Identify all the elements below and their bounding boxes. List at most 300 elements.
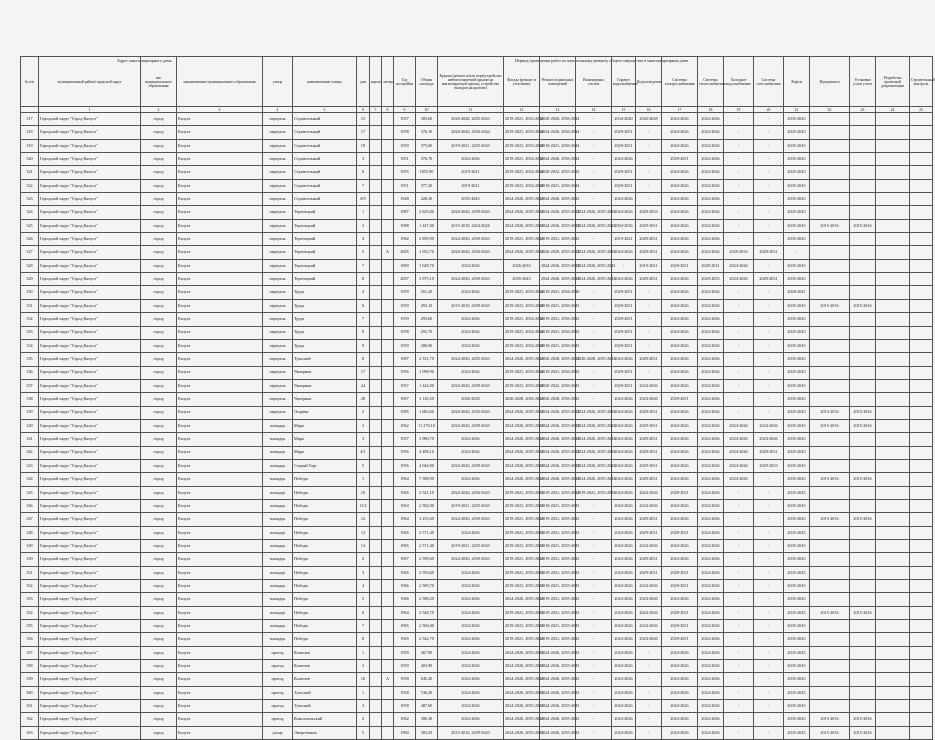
table-cell	[876, 233, 910, 246]
table-cell: 2024-2026	[698, 139, 724, 152]
table-cell: Калуга	[177, 126, 263, 139]
table-cell: 2035-2043	[784, 273, 810, 286]
table-cell: Калуга	[177, 299, 263, 312]
table-row	[21, 486, 933, 499]
table-cell	[370, 633, 382, 646]
table-cell: 2024-2026	[698, 233, 724, 246]
table-cell: 2 571,40	[416, 526, 438, 539]
table-cell: 4 496,10	[416, 446, 438, 459]
table-cell: переулок	[263, 246, 293, 259]
table-cell: 2024-2026	[698, 566, 724, 579]
table-cell: -	[636, 686, 662, 699]
table-cell: 2024-2026	[698, 393, 724, 406]
table-cell: 467,90	[416, 646, 438, 659]
table-cell	[910, 219, 933, 232]
table-cell	[810, 113, 850, 126]
table-cell: 2029-2031	[612, 326, 636, 339]
table-cell: -	[636, 166, 662, 179]
table-cell: -	[576, 179, 612, 192]
column-number: 25	[910, 107, 933, 113]
table-cell: -	[754, 166, 784, 179]
table-cell: 2024-2026	[612, 553, 636, 566]
table-cell	[850, 486, 876, 499]
table-cell: 2024-2026	[438, 339, 504, 352]
table-cell: 2019-2021, 2035-2043	[438, 540, 504, 553]
table-cell	[910, 259, 933, 272]
table-cell: 2024-2026, 2036-2044	[540, 126, 576, 139]
table-cell	[876, 513, 910, 526]
table-cell: 2029-2031	[636, 513, 662, 526]
table-cell: 2035-2043	[784, 726, 810, 739]
table-cell	[382, 459, 394, 472]
table-cell: -	[576, 540, 612, 553]
column-header: Лифты	[784, 57, 810, 107]
table-cell: 2035-2043	[784, 526, 810, 539]
table-cell: 2035-2043	[784, 313, 810, 326]
table-cell: Калуга	[177, 459, 263, 472]
column-number: 12	[504, 107, 540, 113]
table-cell	[382, 473, 394, 486]
table-cell	[876, 606, 910, 619]
table-cell: Городской округ "Город Калуга"	[39, 660, 141, 673]
table-cell: 2015-2018, 2024-2026	[438, 219, 504, 232]
table-cell: 2015-2016	[850, 419, 876, 432]
table-cell: 1985	[394, 406, 416, 419]
table-cell: 2024-2026, 2035-2043	[438, 353, 504, 366]
table-cell: город	[141, 540, 177, 553]
table-cell: -	[576, 233, 612, 246]
table-cell: -	[754, 153, 784, 166]
table-cell: -	[576, 633, 612, 646]
table-cell	[910, 206, 933, 219]
table-cell: 376,10	[416, 126, 438, 139]
table-cell: 2024-2026	[754, 419, 784, 432]
table-cell: переулок	[263, 339, 293, 352]
table-cell: 2024-2026	[612, 486, 636, 499]
table-cell: 2035-2043	[784, 673, 810, 686]
table-cell: 362	[21, 713, 39, 726]
table-cell: -	[754, 259, 784, 272]
table-cell: 319	[21, 139, 39, 152]
table-cell: Городской округ "Город Калуга"	[39, 513, 141, 526]
table-cell: -	[754, 219, 784, 232]
table-cell: 293,70	[416, 326, 438, 339]
table-cell	[910, 459, 933, 472]
table-cell	[850, 526, 876, 539]
table-cell	[370, 113, 382, 126]
table-cell	[382, 580, 394, 593]
table-cell: 376,70	[416, 153, 438, 166]
table-cell: -	[576, 153, 612, 166]
table-cell: Победы	[293, 593, 357, 606]
table-cell: площадь	[263, 526, 293, 539]
table-cell: 2024-2026	[438, 673, 504, 686]
table-cell: 2019-2021, 2034-2040	[504, 166, 540, 179]
table-cell: 2024-2026, 2035-2043	[540, 700, 576, 713]
table-cell: Городской округ "Город Калуга"	[39, 459, 141, 472]
table-cell	[370, 646, 382, 659]
table-cell: -	[636, 193, 662, 206]
table-cell: переулок	[263, 219, 293, 232]
table-cell	[382, 193, 394, 206]
table-cell	[850, 499, 876, 512]
table-cell	[370, 660, 382, 673]
table-row	[21, 473, 933, 486]
table-cell: 341	[21, 433, 39, 446]
table-cell: -	[724, 660, 754, 673]
table-cell: 2029-2031	[612, 366, 636, 379]
table-cell: -	[724, 166, 754, 179]
table-cell: 2	[357, 406, 370, 419]
table-cell: -	[754, 126, 784, 139]
table-cell: 4/1	[357, 446, 370, 459]
table-cell: 2024-2026	[662, 446, 698, 459]
table-cell: 2024-2026, 2039-2043	[438, 513, 504, 526]
column-number: 3	[177, 107, 263, 113]
table-cell: 2024-2026, 2035-2043	[504, 353, 540, 366]
table-cell: Строительный	[293, 139, 357, 152]
table-cell: Городской округ "Город Калуга"	[39, 273, 141, 286]
table-cell: -	[754, 606, 784, 619]
table-cell: 2019-2021, 2034-2040	[540, 286, 576, 299]
table-cell	[876, 713, 910, 726]
table-cell: 2019-2021	[636, 259, 662, 272]
table-cell: 2029-2031	[612, 166, 636, 179]
table-cell	[370, 673, 382, 686]
column-number: 13	[540, 107, 576, 113]
table-cell: 12	[357, 513, 370, 526]
table-cell: площадь	[263, 513, 293, 526]
table-cell: город	[141, 606, 177, 619]
table-cell	[370, 433, 382, 446]
table-cell: Чичерина	[293, 393, 357, 406]
table-cell: -	[724, 193, 754, 206]
table-cell: 2035-2043	[784, 553, 810, 566]
table-cell: 361	[21, 700, 39, 713]
table-cell: переулок	[263, 406, 293, 419]
table-cell: 2024-2026	[612, 726, 636, 739]
column-header: литера	[382, 57, 394, 107]
table-cell: -	[636, 726, 662, 739]
table-cell: 2035-2043	[784, 179, 810, 192]
table-cell: -	[754, 499, 784, 512]
table-cell: 2024-2026	[698, 486, 724, 499]
table-cell	[370, 566, 382, 579]
table-cell	[382, 393, 394, 406]
table-cell: 2024-2026	[698, 513, 724, 526]
table-cell: 2024-2026	[636, 580, 662, 593]
table-cell: 322	[21, 179, 39, 192]
table-cell: 2029-2031	[662, 153, 698, 166]
table-cell: 2015-2016	[850, 726, 876, 739]
table-cell: 2024-2026	[662, 353, 698, 366]
table-cell	[382, 299, 394, 312]
table-cell: 2024-2026, 2035-2043	[540, 406, 576, 419]
table-cell: А	[382, 246, 394, 259]
table-cell	[382, 553, 394, 566]
column-number: 16	[636, 107, 662, 113]
table-cell: Калуга	[177, 673, 263, 686]
table-cell: -	[576, 700, 612, 713]
table-cell: А	[382, 673, 394, 686]
table-row	[21, 206, 933, 219]
table-cell: 8/9	[357, 193, 370, 206]
table-cell	[876, 459, 910, 472]
table-cell: -	[576, 299, 612, 312]
table-cell	[382, 513, 394, 526]
table-cell: 2029-2031	[636, 459, 662, 472]
table-cell: 2015-2016	[850, 606, 876, 619]
table-cell: 2024-2026	[698, 286, 724, 299]
table-cell: 8	[357, 633, 370, 646]
table-cell	[810, 580, 850, 593]
table-cell	[850, 646, 876, 659]
table-cell: 1948	[394, 193, 416, 206]
table-cell: 324	[21, 206, 39, 219]
table-cell: проезд	[263, 700, 293, 713]
table-cell	[810, 233, 850, 246]
table-cell: -	[724, 620, 754, 633]
table-cell: -	[724, 513, 754, 526]
table-cell: 306,30	[416, 713, 438, 726]
table-cell: -	[724, 700, 754, 713]
table-cell: -	[724, 206, 754, 219]
table-cell: 746,30	[416, 686, 438, 699]
table-cell: Калуга	[177, 166, 263, 179]
table-cell	[876, 153, 910, 166]
table-cell: 2035-2043	[784, 259, 810, 272]
table-cell	[910, 406, 933, 419]
table-cell: 354	[21, 606, 39, 619]
table-cell	[876, 553, 910, 566]
table-cell: Городской округ "Город Калуга"	[39, 193, 141, 206]
table-cell: 1951	[394, 153, 416, 166]
table-cell: город	[141, 179, 177, 192]
table-cell: 5	[357, 459, 370, 472]
table-cell	[370, 620, 382, 633]
table-cell: 2026-2033	[504, 259, 540, 272]
table-cell: Труда	[293, 299, 357, 312]
table-cell: 5	[357, 726, 370, 739]
table-cell: город	[141, 353, 177, 366]
table-cell: 2029-2031	[636, 566, 662, 579]
column-header: Системы теплоснабжения	[698, 57, 724, 107]
table-cell	[382, 179, 394, 192]
table-cell: 2035-2043	[784, 713, 810, 726]
table-cell: 2029-2031	[754, 273, 784, 286]
table-cell: 2019-2021, 2035-2043	[540, 526, 576, 539]
table-cell	[910, 686, 933, 699]
table-cell	[370, 540, 382, 553]
table-cell: Кошелев	[293, 646, 357, 659]
table-cell: проезд	[263, 713, 293, 726]
table-cell: -	[724, 580, 754, 593]
table-cell: 2015-2016	[850, 299, 876, 312]
table-cell: -	[754, 673, 784, 686]
table-cell: 2024-2026	[724, 433, 754, 446]
table-cell	[850, 540, 876, 553]
table-cell	[850, 286, 876, 299]
table-cell	[382, 326, 394, 339]
table-cell: 2024-2026	[724, 459, 754, 472]
table-row	[21, 526, 933, 539]
table-cell: 24	[357, 379, 370, 392]
table-cell: 1959	[394, 660, 416, 673]
table-cell: 2024-2026	[662, 473, 698, 486]
table-cell: 2024-2026	[662, 219, 698, 232]
table-cell	[876, 273, 910, 286]
table-cell	[876, 179, 910, 192]
table-cell: Победы	[293, 540, 357, 553]
table-cell: Калуга	[177, 353, 263, 366]
table-cell: 321	[21, 166, 39, 179]
table-cell: город	[141, 206, 177, 219]
table-cell: -	[754, 633, 784, 646]
table-cell	[382, 113, 394, 126]
table-cell: Калуга	[177, 553, 263, 566]
table-cell: 5	[357, 593, 370, 606]
table-cell: 2024-2026, 2035-2043	[540, 193, 576, 206]
table-cell: 2035-2043	[784, 419, 810, 432]
table-cell: 2024-2026	[438, 593, 504, 606]
table-cell: 2024-2026	[698, 499, 724, 512]
table-cell	[370, 606, 382, 619]
table-cell	[382, 313, 394, 326]
table-cell	[850, 339, 876, 352]
table-cell: Калуга	[177, 726, 263, 739]
table-cell: 2024-2026	[698, 179, 724, 192]
table-cell: 2024-2026, 2035-2043	[504, 646, 540, 659]
table-cell: 342	[21, 446, 39, 459]
table-cell: 338	[21, 393, 39, 406]
table-cell: -	[754, 526, 784, 539]
table-cell: 2019-2021, 2034-2040	[504, 339, 540, 352]
table-cell	[810, 379, 850, 392]
table-cell: Терепецкий	[293, 219, 357, 232]
table-cell: Калуга	[177, 446, 263, 459]
table-cell	[876, 393, 910, 406]
table-cell: -	[576, 366, 612, 379]
table-cell: 1966	[394, 593, 416, 606]
table-cell: 2024-2026	[612, 700, 636, 713]
table-cell: 2024-2026	[662, 286, 698, 299]
table-cell: 2024-2026, 2039-2043	[438, 379, 504, 392]
table-cell: 326	[21, 233, 39, 246]
table-cell: Калуга	[177, 286, 263, 299]
table-cell: 2035-2043	[784, 193, 810, 206]
table-cell: 2024-2026, 2039-2043	[438, 553, 504, 566]
table-cell: 1965	[394, 540, 416, 553]
table-cell: Калуга	[177, 326, 263, 339]
table-cell	[382, 339, 394, 352]
table-cell: город	[141, 686, 177, 699]
table-cell	[876, 126, 910, 139]
header-row	[21, 57, 933, 107]
table-cell: 2024-2026, 2035-2043	[540, 419, 576, 432]
table-cell: 2029-2031	[662, 259, 698, 272]
table-cell: 2024-2026	[662, 193, 698, 206]
table-cell: 2024-2026	[698, 646, 724, 659]
table-cell	[370, 459, 382, 472]
table-cell: 2035-2043	[784, 379, 810, 392]
table-cell	[876, 166, 910, 179]
table-cell: Калуга	[177, 419, 263, 432]
table-cell: -	[754, 366, 784, 379]
table-cell: 1958	[394, 686, 416, 699]
table-cell: 4 044,00	[416, 459, 438, 472]
table-cell: 334	[21, 339, 39, 352]
table-cell: 2019-2021, 2035-2043	[540, 593, 576, 606]
table-cell: город	[141, 433, 177, 446]
table-cell	[382, 660, 394, 673]
table-cell: 2024-2026	[662, 553, 698, 566]
table-cell: Калуга	[177, 193, 263, 206]
table-cell: 2024-2026	[612, 660, 636, 673]
table-cell: 2024-2026	[612, 459, 636, 472]
table-cell: Калуга	[177, 113, 263, 126]
table-cell	[370, 379, 382, 392]
table-cell: -	[724, 713, 754, 726]
table-cell: -	[576, 393, 612, 406]
table-cell: 2024-2026	[698, 126, 724, 139]
table-cell: 2024-2026	[698, 593, 724, 606]
table-cell	[876, 406, 910, 419]
table-row	[21, 580, 933, 593]
table-cell: 2024-2026	[438, 286, 504, 299]
table-cell: Тульский	[293, 700, 357, 713]
table-cell: 1957	[394, 379, 416, 392]
table-cell: Калуга	[177, 406, 263, 419]
table-cell: 2024-2026	[724, 259, 754, 272]
table-cell: 1962	[394, 419, 416, 432]
table-cell	[370, 339, 382, 352]
table-cell: 2024-2026	[438, 313, 504, 326]
table-cell	[910, 646, 933, 659]
table-cell	[810, 633, 850, 646]
table-cell: 2024-2026	[612, 273, 636, 286]
table-cell: 1965	[394, 633, 416, 646]
table-cell: Калуга	[177, 153, 263, 166]
table-cell: -	[754, 393, 784, 406]
table-cell: 293,60	[416, 313, 438, 326]
table-cell: 2029-2031	[698, 259, 724, 272]
column-header: Водоотведение	[636, 57, 662, 107]
table-cell: Победы	[293, 580, 357, 593]
table-cell: 2024-2026	[438, 660, 504, 673]
table-cell: 1965	[394, 526, 416, 539]
table-cell: Городской округ "Город Калуга"	[39, 219, 141, 232]
table-cell: -	[636, 646, 662, 659]
table-cell: 2019-2021	[438, 166, 504, 179]
table-cell: 344	[21, 473, 39, 486]
table-cell: город	[141, 126, 177, 139]
table-cell: -	[754, 339, 784, 352]
table-cell: 2019-2021, 2035-2043	[504, 499, 540, 512]
table-cell	[876, 433, 910, 446]
table-cell	[910, 606, 933, 619]
table-cell: -	[636, 366, 662, 379]
table-cell	[876, 353, 910, 366]
table-cell: площадь	[263, 540, 293, 553]
table-cell: Городской округ "Город Калуга"	[39, 179, 141, 192]
table-cell: 2024-2026, 2039-2043	[438, 419, 504, 432]
table-cell: 2024-2026	[698, 686, 724, 699]
table-cell: 6	[357, 606, 370, 619]
table-cell	[382, 233, 394, 246]
table-cell: город	[141, 286, 177, 299]
table-cell: город	[141, 459, 177, 472]
table-cell	[850, 166, 876, 179]
